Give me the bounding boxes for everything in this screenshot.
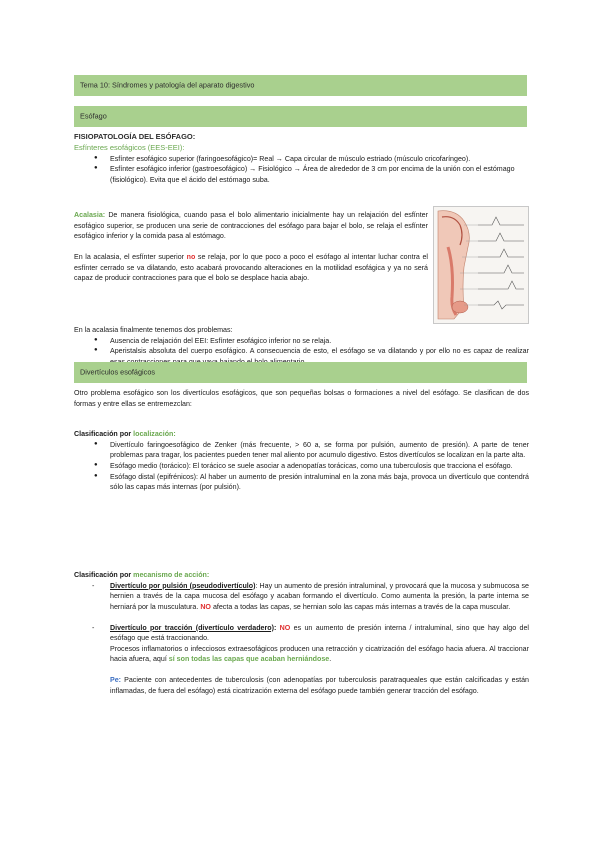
- fisio-subtitle: Esfínteres esofágicos (EES-EEI):: [74, 143, 185, 153]
- header-band-esofago: [74, 106, 527, 127]
- mec-key: mecanismo de acción:: [133, 571, 210, 579]
- traccion-title: Divertículo por tracción (divertículo verdadero): [110, 623, 274, 632]
- fisio-title: FISIOPATOLOGÍA DEL ESÓFAGO:: [74, 132, 196, 141]
- acalasia-p2b: se relaja, por lo que poco a poco el esófago al intentar luchar contra el esfínter cerrado se va dilatando, esto acabará provocando alteraciones en la motilidad esofágica y ya no será capaz de producir contracciones para que el bolo se desplace hacia abajo.: [74, 252, 428, 283]
- loc-head: Clasificación por: [74, 430, 132, 438]
- list-item: ● Esófago medio (torácico): El torácico se suele asociar a adenopatías torácicas, como una tuberculosis que tracciona el esófago.: [74, 461, 529, 472]
- esofago-title: Esófago: [80, 111, 107, 121]
- list-item: ● Ausencia de relajación del EEI: Esfínter esofágico inferior no se relaja.: [74, 336, 529, 347]
- header-band-diverticulos: [74, 362, 527, 383]
- traccion-si: sí son todas las capas que acaban herniándose: [168, 655, 330, 664]
- pe-label: Pe:: [110, 676, 122, 685]
- loc-key: localización:: [133, 430, 176, 438]
- acalasia-label: Acalasia:: [74, 211, 106, 219]
- tema-title: Tema 10: Síndromes y patología del aparato digestivo: [80, 80, 255, 90]
- acalasia-p2: [74, 252, 428, 284]
- acalasia-p2a: En la acalasia, el esfínter superior: [74, 252, 185, 261]
- loc-section: [74, 429, 529, 493]
- traccion-item: [74, 623, 529, 666]
- traccion-colon: :: [273, 623, 277, 632]
- mec-head: Clasificación por: [74, 571, 132, 579]
- pulsion-title: Divertículo por pulsión (pseudodivertículo): [110, 581, 256, 590]
- pulsion-text: : Hay un aumento de presión intraluminal, y provocará que la mucosa y submucosa se hernien a través de la capa mucosa del esófago y acaban formando el divertículo. Como aumenta la presión, la parte interna se herniará por la musculatura.: [110, 581, 529, 611]
- list-item: ● Aperistalsis absoluta del cuerpo esofágico. A consecuencia de esto, el esófago se va dilatando y por ello no es capaz de realizar: [74, 346, 529, 367]
- acalasia-p3: En la acalasia finalmente tenemos dos problemas:: [74, 326, 233, 334]
- pe-text: Paciente con antecedentes de tuberculosis (con adenopatías por tuberculosis paratraqueales que están calcificadas y están inflamadas, de fuera del esófago) está cicatrización externa del esófago puede también generar tracción del esófago.: [110, 676, 529, 695]
- diverticulos-title: Divertículos esofágicos: [80, 367, 156, 377]
- pulsion-text-b: afecta a todas las capas, se hernian solo las capas más internas a través de la capa muscular.: [212, 602, 511, 611]
- acalasia-p1-text: De manera fisiológica, cuando pasa el bolo alimentario inicialmente hay un relajación del esfínter esofágico superior, se producen una serie de contracciones del esófago para bajar el bolo, se relaja el esfínter esofágico inferior y la comida pasa al estómago.: [74, 211, 428, 241]
- pulsion-item: [74, 581, 529, 613]
- intro-text: Otro problema esofágico son los divertículos esofágicos, que son pequeñas bolsas o formaciones a nivel del esófago. Se clasifican de dos formas y entre ellas se entremezclan:: [74, 389, 529, 408]
- mec-section: [74, 570, 529, 696]
- header-band-tema: [74, 75, 527, 96]
- mec-heading: [74, 570, 529, 581]
- fisio-section: [74, 131, 529, 185]
- loc-list: [74, 440, 529, 493]
- diverticulos-intro: [74, 388, 529, 409]
- list-item: ● Esófago distal (epifrénicos): Al haber un aumento de presión intraluminal en la zona más baja, provoca un divertículo que contendrá sólo las capas más internas (por pulsión).: [74, 472, 529, 493]
- acalasia-no: no: [186, 252, 196, 261]
- fisio-list: [74, 154, 529, 186]
- acalasia-p1: [74, 210, 428, 242]
- list-item: ● Divertículo faringoesofágico de Zenker (más frecuente, > 60 a, se forma por pulsión, aumento de presión). A parte de tener problemas para tragar, los pacientes pueden tener mal aliento por acumulo digestivo. Estos divertículos se localizan en la parte alta.: [74, 440, 529, 461]
- esophagus-figure: [433, 206, 529, 324]
- traccion-no: NO: [279, 623, 291, 632]
- pe-example: [74, 675, 529, 696]
- pulsion-no: NO: [200, 602, 211, 611]
- loc-heading: [74, 429, 529, 440]
- list-item: ● Esfínter esofágico superior (faringoesofágico)= Real → Capa circular de músculo estriado (músculo cricofaríngeo).: [74, 154, 529, 165]
- traccion-text: es un aumento de presión interna / intraluminal, sino que hay algo del esófago que está traccionando.: [110, 623, 529, 643]
- traccion-text-b: Procesos inflamatorios o infecciosos extraesofágicos producen una retracción y cicatrización del esófago hacia afuera. Al traccionar hacia afuera, aquí: [110, 644, 529, 664]
- traccion-end: .: [329, 655, 332, 664]
- esophagus-manometry-illustration: [434, 207, 528, 323]
- list-item: ● Esfínter esofágico inferior (gastroesofágico) → Fisiológico → Área de alrededor de 3 cm por encima de la unión con el estómago (fisiológico). Evita que el ácido del estómago suba.: [74, 164, 529, 185]
- acalasia-section: [74, 210, 428, 284]
